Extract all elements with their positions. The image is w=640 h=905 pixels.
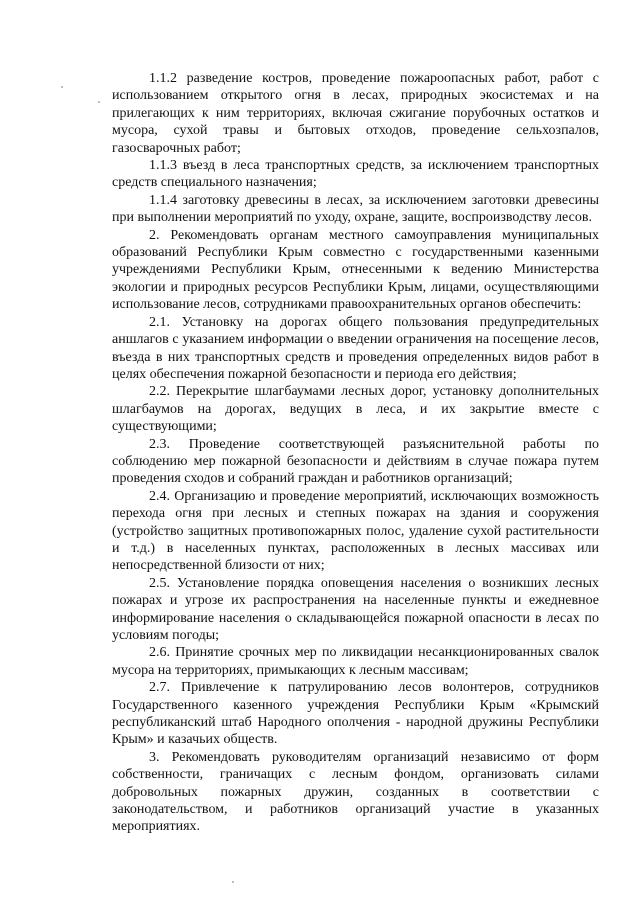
scan-speck: [98, 101, 100, 103]
paragraph-2-5: 2.5. Установление порядка оповещения населения о возникших лесных пожарах и угрозе их распространения на населенные пункты и ежедневное информирование населения о складывающейся пожарной опасности в лесах по условиям погоды;: [112, 575, 599, 643]
scan-speck: [232, 881, 234, 883]
paragraph-2-6: 2.6. Принятие срочных мер по ликвидации несанкционированных свалок мусора на территориях, примыкающих к лесным массивам;: [112, 645, 599, 678]
paragraph-2-3: 2.3. Проведение соответствующей разъяснительной работы по соблюдению мер пожарной безопасности и действиям в случае пожара путем проведения сходов и собраний граждан и работников организаций;: [112, 436, 599, 487]
paragraph-1-1-4: 1.1.4 заготовку древесины в лесах, за исключением заготовки древесины при выполнении мероприятий по уходу, охране, защите, воспроизводству лесов.: [112, 192, 599, 226]
paragraph-3: 3. Рекомендовать руководителям организаций независимо от форм собственности, граничащих с лесным фондом, организовать силами добровольных пожарных дружин, созданных в соответствии с законодательством, и работников организаций участие в указанных мероприятиях.: [112, 749, 599, 835]
paragraph-2-1: 2.1. Установку на дорогах общего пользования предупредительных аншлагов с указанием информации о введении ограничения на посещение лесов, въезда в них транспортных средств и проведения определенных видов работ в целях обеспечения пожарной безопасности и периода его действия;: [112, 314, 599, 382]
paragraph-2-2: 2.2. Перекрытие шлагбаумами лесных дорог, установку дополнительных шлагбаумов на дорогах, ведущих в леса, и их закрытие вместе с существующими;: [112, 384, 599, 435]
paragraph-2: 2. Рекомендовать органам местного самоуправления муниципальных образований Республики Крым совместно с государственными казенными учреждениями Республики Крым, отнесенными к ведению Министерства экологии и природных ресурсов Республики Крым, лицами, осуществляющими использование лесов, сотрудниками правоохранительных органов обеспечить:: [112, 227, 599, 313]
scan-speck: [61, 86, 63, 88]
paragraph-1-1-3: 1.1.3 въезд в леса транспортных средств, за исключением транспортных средств специального назначения;: [112, 158, 599, 191]
paragraph-2-7: 2.7. Привлечение к патрулированию лесов волонтеров, сотрудников Государственного казенного учреждения Республики Крым «Крымский республиканский штаб Народного ополчения - народной дружины Республики Крым» и казачьих обществ.: [112, 680, 599, 748]
paragraph-2-4: 2.4. Организацию и проведение мероприятий, исключающих возможность перехода огня при лесных и степных пожарах на здания и сооружения (устройство защитных противопожарных полос, удаление сухой растительности и т.д.) в населенных пунктах, расположенных в лесных массивах или непосредственной близости от них;: [112, 488, 599, 574]
document-page: [112, 70, 599, 836]
paragraph-1-1-2: 1.1.2 разведение костров, проведение пожароопасных работ, работ с использованием открытого огня в лесах, природных экосистемах и на прилегающих к ним территориях, включая сжигание порубочных остатков и мусора, сухой травы и бытовых отходов, проведение сельхозпалов, газосварочных работ;: [112, 71, 599, 156]
